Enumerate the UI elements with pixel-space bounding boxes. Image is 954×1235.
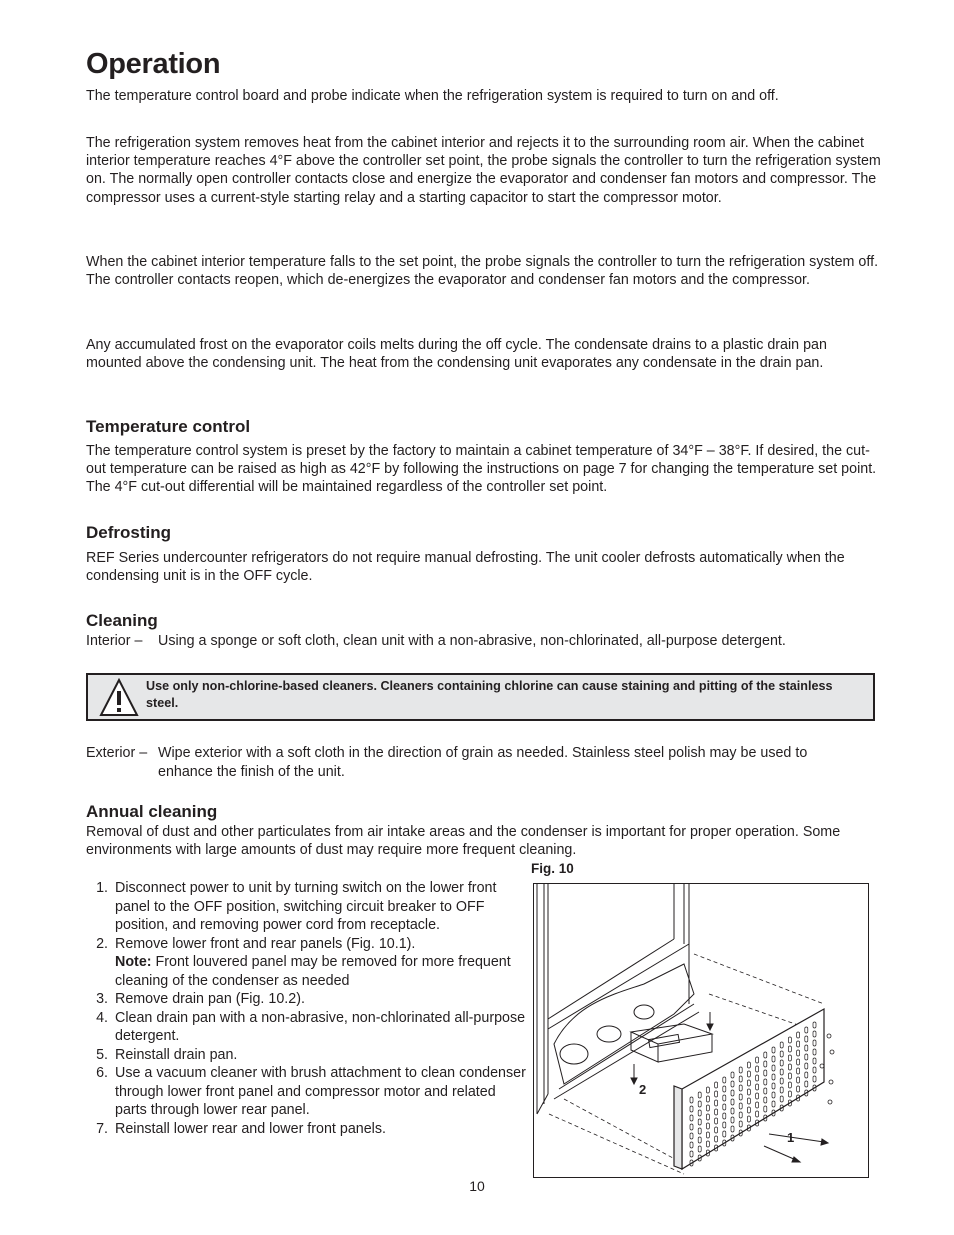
page-title: Operation: [86, 48, 221, 80]
defrosting-body: REF Series undercounter refrigerators do not require manual defrosting. The unit cooler defrosts automatically when the condensing unit is in the OFF cycle.: [86, 550, 845, 585]
callout-1: 1: [787, 1130, 795, 1145]
warning-box: [86, 673, 875, 721]
intro-paragraph: The temperature control board and probe indicate when the refrigeration system is required to turn on and off.: [86, 88, 779, 104]
list-item: [86, 935, 526, 991]
step-text: Disconnect power to unit by turning switch on the lower front panel to the OFF position, switching circuit breaker to OFF position, and removing power cord from receptacle.: [115, 880, 497, 933]
cleaning-heading: Cleaning: [86, 611, 158, 630]
paragraph-frost: Any accumulated frost on the evaporator coils melts during the off cycle. The condensate drains to a plastic drain pan mounted above the condensing unit. The heat from the condensing unit evaporates any condensate in the drain pan.: [86, 337, 827, 372]
step-number: 1.: [96, 880, 108, 896]
step-text: Reinstall drain pan.: [115, 1046, 238, 1063]
list-item: [86, 1120, 526, 1139]
exterior-body-line1: Wipe exterior with a soft cloth in the direction of grain as needed. Stainless steel polish may be used to: [158, 745, 808, 761]
step-number: 4.: [96, 1009, 108, 1026]
step-text: Clean drain pan with a non-abrasive, non-chlorinated all-purpose detergent.: [115, 1009, 526, 1044]
step-text: Remove lower front and rear panels (Fig. 10.1).: [115, 935, 416, 952]
note-text: Front louvered panel may be removed for more frequent cleaning of the condenser as needed: [115, 954, 511, 989]
step-number: 7.: [96, 1120, 108, 1137]
annual-cleaning-body: Removal of dust and other particulates from air intake areas and the condenser is important for proper operation. Some environments with large amounts of dust may require more frequent cleaning.: [86, 824, 841, 859]
figure-10-illustration: [533, 883, 869, 1178]
list-item: [86, 990, 526, 1009]
exterior-body-line2: enhance the finish of the unit.: [158, 764, 345, 780]
list-item: [86, 1009, 526, 1046]
step-text: Reinstall lower rear and lower front panels.: [115, 1120, 386, 1137]
step-number: 6.: [96, 1065, 108, 1081]
refrigerator-panel-diagram: [534, 884, 869, 1178]
annual-cleaning-heading: Annual cleaning: [86, 802, 218, 821]
exterior-label: Exterior –: [86, 745, 148, 761]
step-number: 2.: [96, 935, 108, 952]
cleaning-steps-list: [86, 879, 526, 1138]
warning-triangle-icon: [99, 678, 139, 718]
temperature-control-heading: Temperature control: [86, 417, 251, 436]
interior-label: Interior –: [86, 633, 143, 649]
list-item: [86, 879, 526, 935]
step-text: Remove drain pan (Fig. 10.2).: [115, 991, 305, 1007]
temperature-control-body: The temperature control system is preset by the factory to maintain a cabinet temperature of 34°F – 38°F. If desired, the cut-out temperature can be raised as high as 42°F by following the instructions on page 7 for changing the temperature set point. The 4°F cut-out differential will be maintained regardless of the controller set point.: [86, 443, 877, 496]
step-number: 5.: [96, 1046, 108, 1063]
warning-text: Use only non-chlorine-based cleaners. Cleaners containing chlorine can cause staining and pitting of the stainless steel.: [146, 679, 833, 710]
callout-2: 2: [639, 1082, 647, 1097]
paragraph-refrigeration-off: When the cabinet interior temperature falls to the set point, the probe signals the controller to turn the refrigeration system off. The controller contacts reopen, which de-energizes the evaporator and condenser fan motors and the compressor.: [86, 254, 879, 289]
list-item: [86, 1064, 526, 1120]
defrosting-heading: Defrosting: [86, 523, 171, 542]
list-item: [86, 1046, 526, 1065]
page-number: 10: [469, 1178, 485, 1194]
interior-body: Using a sponge or soft cloth, clean unit with a non-abrasive, non-chlorinated, all-purpose detergent.: [158, 633, 786, 649]
figure-label: Fig. 10: [531, 861, 574, 876]
step-text: Use a vacuum cleaner with brush attachment to clean condenser through lower front panel and compressor motor and related parts through lower rear panel.: [115, 1065, 526, 1118]
note-label: Note:: [115, 954, 152, 970]
step-number: 3.: [96, 991, 108, 1007]
paragraph-refrigeration-on: The refrigeration system removes heat from the cabinet interior and rejects it to the surrounding room air. When the cabinet interior temperature reaches 4°F above the controller set point, the probe signals the controller to turn the refrigeration system on. The normally open controller contacts close and energize the evaporator and condenser fan motors and compressor. The compressor uses a current-style starting relay and a starting capacitor to start the compressor motor.: [86, 135, 881, 206]
